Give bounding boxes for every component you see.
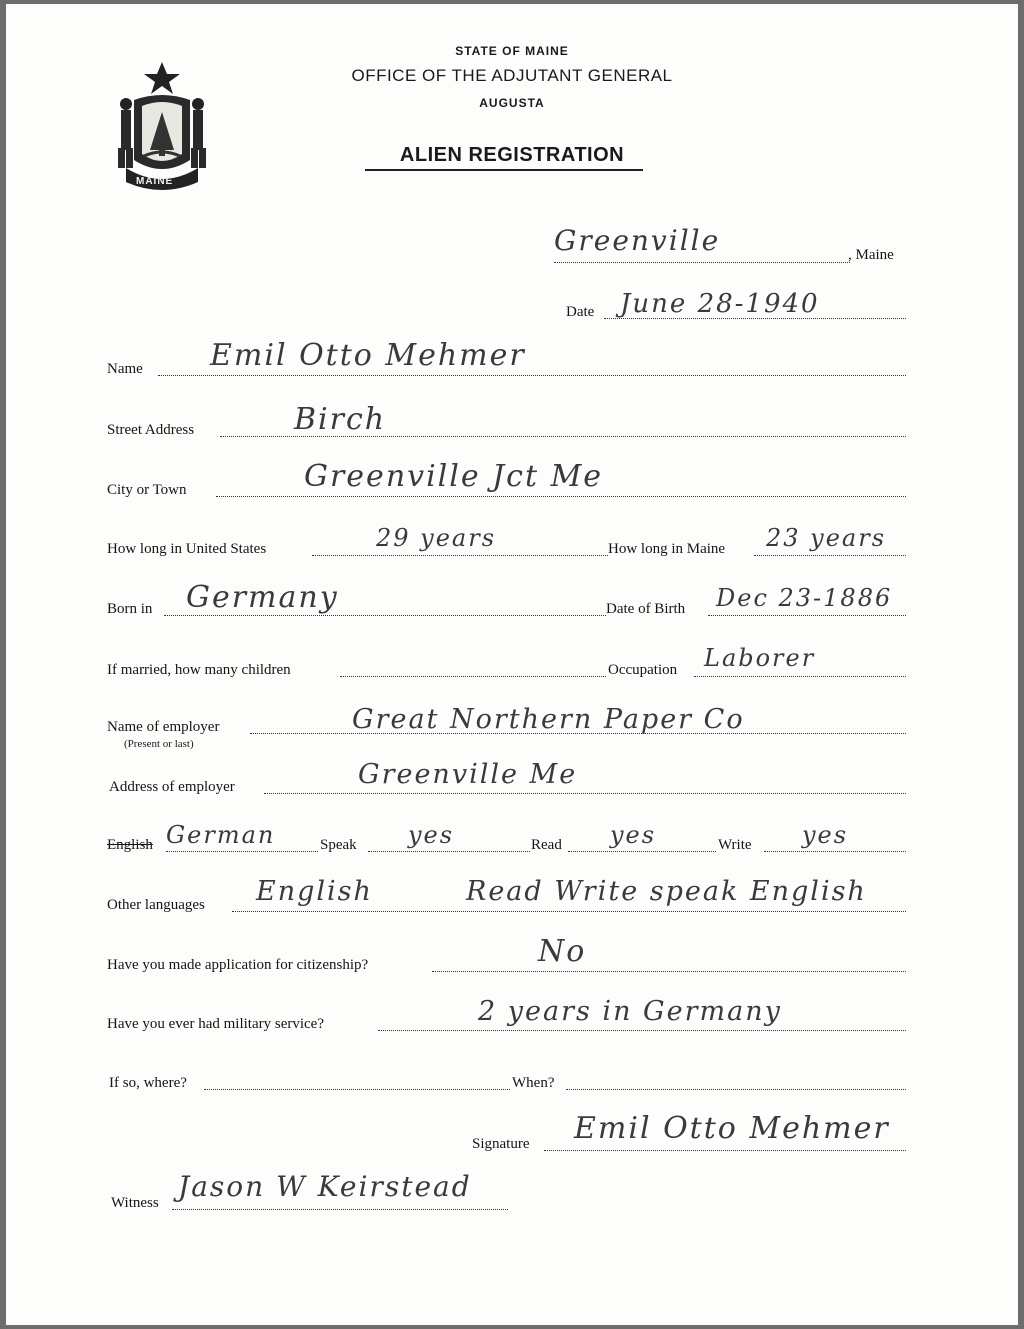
citizenship-label: Have you made application for citizenship? <box>107 957 369 973</box>
other-languages-label: Other languages <box>107 897 205 913</box>
date-entry[interactable]: June 28-1940 <box>620 289 820 319</box>
employer-label: Name of employer <box>107 719 220 735</box>
read-entry[interactable]: yes <box>610 821 657 849</box>
how-long-us-label: How long in United States <box>107 541 267 557</box>
name-entry[interactable]: Emil Otto Mehmer <box>210 338 526 373</box>
name-label: Name <box>107 361 143 377</box>
how-long-maine-label: How long in Maine <box>608 541 726 557</box>
employer-note: (Present or last) <box>124 738 194 750</box>
language-entry[interactable]: German <box>166 821 276 849</box>
citizenship-entry[interactable]: No <box>538 934 587 969</box>
children-label: If married, how many children <box>107 662 291 678</box>
speak-entry[interactable]: yes <box>408 821 455 849</box>
city-label: City or Town <box>107 482 187 498</box>
street-address-label: Street Address <box>107 422 195 438</box>
where-label: If so, where? <box>109 1075 187 1091</box>
english-label: English <box>107 837 153 853</box>
write-label: Write <box>718 837 752 853</box>
how-long-us-entry[interactable]: 29 years <box>376 524 497 552</box>
when-label: When? <box>512 1075 555 1091</box>
street-address-entry[interactable]: Birch <box>294 402 387 437</box>
born-in-entry[interactable]: Germany <box>186 580 339 615</box>
state-heading: STATE OF MAINE <box>455 44 569 58</box>
other-languages-detail[interactable]: Read Write speak English <box>466 876 867 907</box>
employer-address-label: Address of employer <box>109 779 235 795</box>
employer-entry[interactable]: Great Northern Paper Co <box>352 704 745 735</box>
registration-form <box>6 4 1018 1325</box>
date-of-birth-label: Date of Birth <box>606 601 686 617</box>
maine-label: , Maine <box>848 247 894 263</box>
witness-entry[interactable]: Jason W Keirstead <box>178 1170 472 1203</box>
employer-address-entry[interactable]: Greenville Me <box>358 759 578 790</box>
town-entry[interactable]: Greenville <box>554 224 721 257</box>
form-title: ALIEN REGISTRATION <box>399 144 625 166</box>
signature-label: Signature <box>472 1136 530 1152</box>
city-heading: AUGUSTA <box>479 96 545 110</box>
witness-label: Witness <box>111 1195 159 1211</box>
how-long-maine-entry[interactable]: 23 years <box>766 524 887 552</box>
office-heading: OFFICE OF THE ADJUTANT GENERAL <box>351 66 673 85</box>
born-in-label: Born in <box>107 601 153 617</box>
read-label: Read <box>531 837 562 853</box>
form-title-underline <box>365 169 643 171</box>
date-label: Date <box>566 304 595 320</box>
seal-banner-text: MAINE <box>136 176 174 187</box>
occupation-label: Occupation <box>608 662 678 678</box>
city-entry[interactable]: Greenville Jct Me <box>304 459 604 494</box>
military-label: Have you ever had military service? <box>107 1016 324 1032</box>
signature-entry[interactable]: Emil Otto Mehmer <box>574 1111 890 1146</box>
speak-label: Speak <box>320 837 357 853</box>
date-of-birth-entry[interactable]: Dec 23-1886 <box>716 584 893 612</box>
military-entry[interactable]: 2 years in Germany <box>478 996 782 1027</box>
write-entry[interactable]: yes <box>802 821 849 849</box>
occupation-entry[interactable]: Laborer <box>704 644 816 672</box>
other-languages-entry[interactable]: English <box>256 876 373 907</box>
